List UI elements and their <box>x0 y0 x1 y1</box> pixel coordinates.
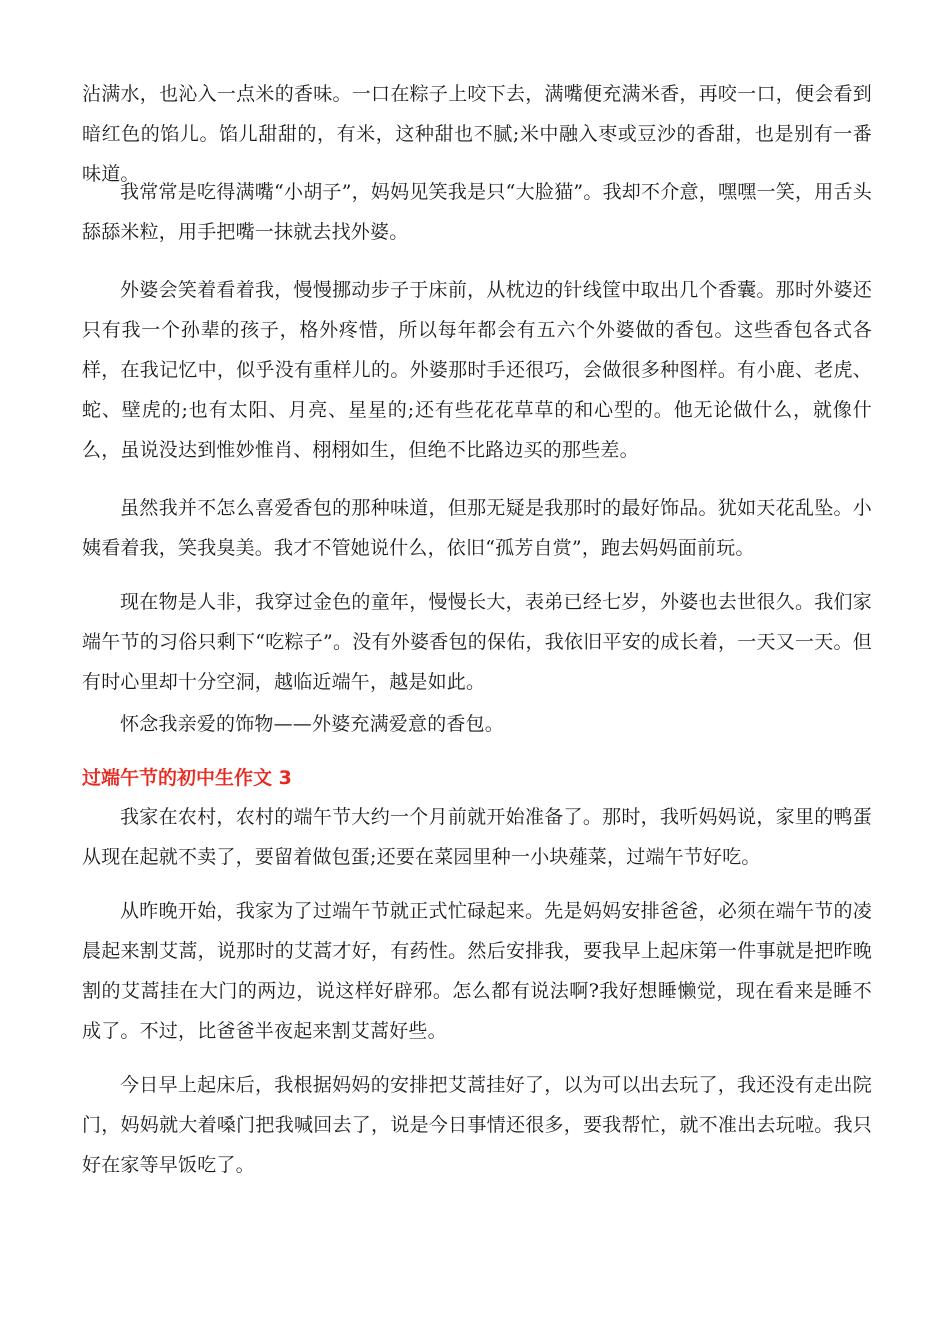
paragraph-last-night-busy: 从昨晚开始，我家为了过端午节就正式忙碌起来。先是妈妈安排爸爸，必须在端午节的凌晨起来割艾蒿，说那时的艾蒿才好，有药性。然后安排我，要我早上起床第一件事就是把昨晚割的艾蒿挂在大门的两边，说这样好辟邪。怎么都有说法啊?我好想睡懒觉，现在看来是睡不成了。不过，比爸爸半夜起来割艾蒿好些。 <box>82 900 872 1042</box>
paragraph-best-ornament: 虽然我并不怎么喜爱香包的那种味道，但那无疑是我那时的最好饰品。犹如天花乱坠。小姨看着我，笑我臭美。我才不管她说什么，依旧“孤芳自赏”，跑去妈妈面前玩。 <box>82 497 872 559</box>
paragraph-things-changed: 现在物是人非，我穿过金色的童年，慢慢长大，表弟已经七岁，外婆也去世很久。我们家端午节的习俗只剩下“吃粽子”。没有外婆香包的保佑，我依旧平安的成长着，一天又一天。但有时心里却十分空洞，越临近端午，越是如此。 <box>82 591 872 693</box>
essay-3-title: 过端午节的初中生作文 3 <box>82 767 292 789</box>
paragraph-rice-dumpling-taste: 沾满水，也沁入一点米的香味。一口在粽子上咬下去，满嘴便充满米香，再咬一口，便会看到暗红色的馅儿。馅儿甜甜的，有米，这种甜也不腻;米中融入枣或豆沙的香甜，也是别有一番味道。 <box>82 83 872 185</box>
paragraph-countryside-prep: 我家在农村，农村的端午节大约一个月前就开始准备了。那时，我听妈妈说，家里的鸭蛋从现在起就不卖了，要留着做包蛋;还要在菜园里种一小块薤菜，过端午节好吃。 <box>82 806 872 868</box>
paragraph-this-morning: 今日早上起床后，我根据妈妈的安排把艾蒿挂好了，以为可以出去玩了，我还没有走出院门，妈妈就大着嗓门把我喊回去了，说是今日事情还很多，要我帮忙，就不准出去玩啦。我只好在家等早饭吃了。 <box>82 1074 872 1176</box>
paragraph-little-moustache: 我常常是吃得满嘴“小胡子”，妈妈见笑我是只“大脸猫”。我却不介意，嘿嘿一笑，用舌头舔舔米粒，用手把嘴一抹就去找外婆。 <box>82 181 872 243</box>
paragraph-missing-ornament: 怀念我亲爱的饰物——外婆充满爱意的香包。 <box>120 713 505 735</box>
paragraph-grandma-sachets: 外婆会笑着看着我，慢慢挪动步子于床前，从枕边的针线筐中取出几个香囊。那时外婆还只有我一个孙辈的孩子，格外疼惜，所以每年都会有五六个外婆做的香包。这些香包各式各样，在我记忆中，似乎没有重样儿的。外婆那时手还很巧，会做很多种图样。有小鹿、老虎、蛇、壁虎的;也有太阳、月亮、星星的;还有些花花草草的和心型的。他无论做什么，就像什么，虽说没达到惟妙惟肖、栩栩如生，但绝不比路边买的那些差。 <box>82 279 872 461</box>
